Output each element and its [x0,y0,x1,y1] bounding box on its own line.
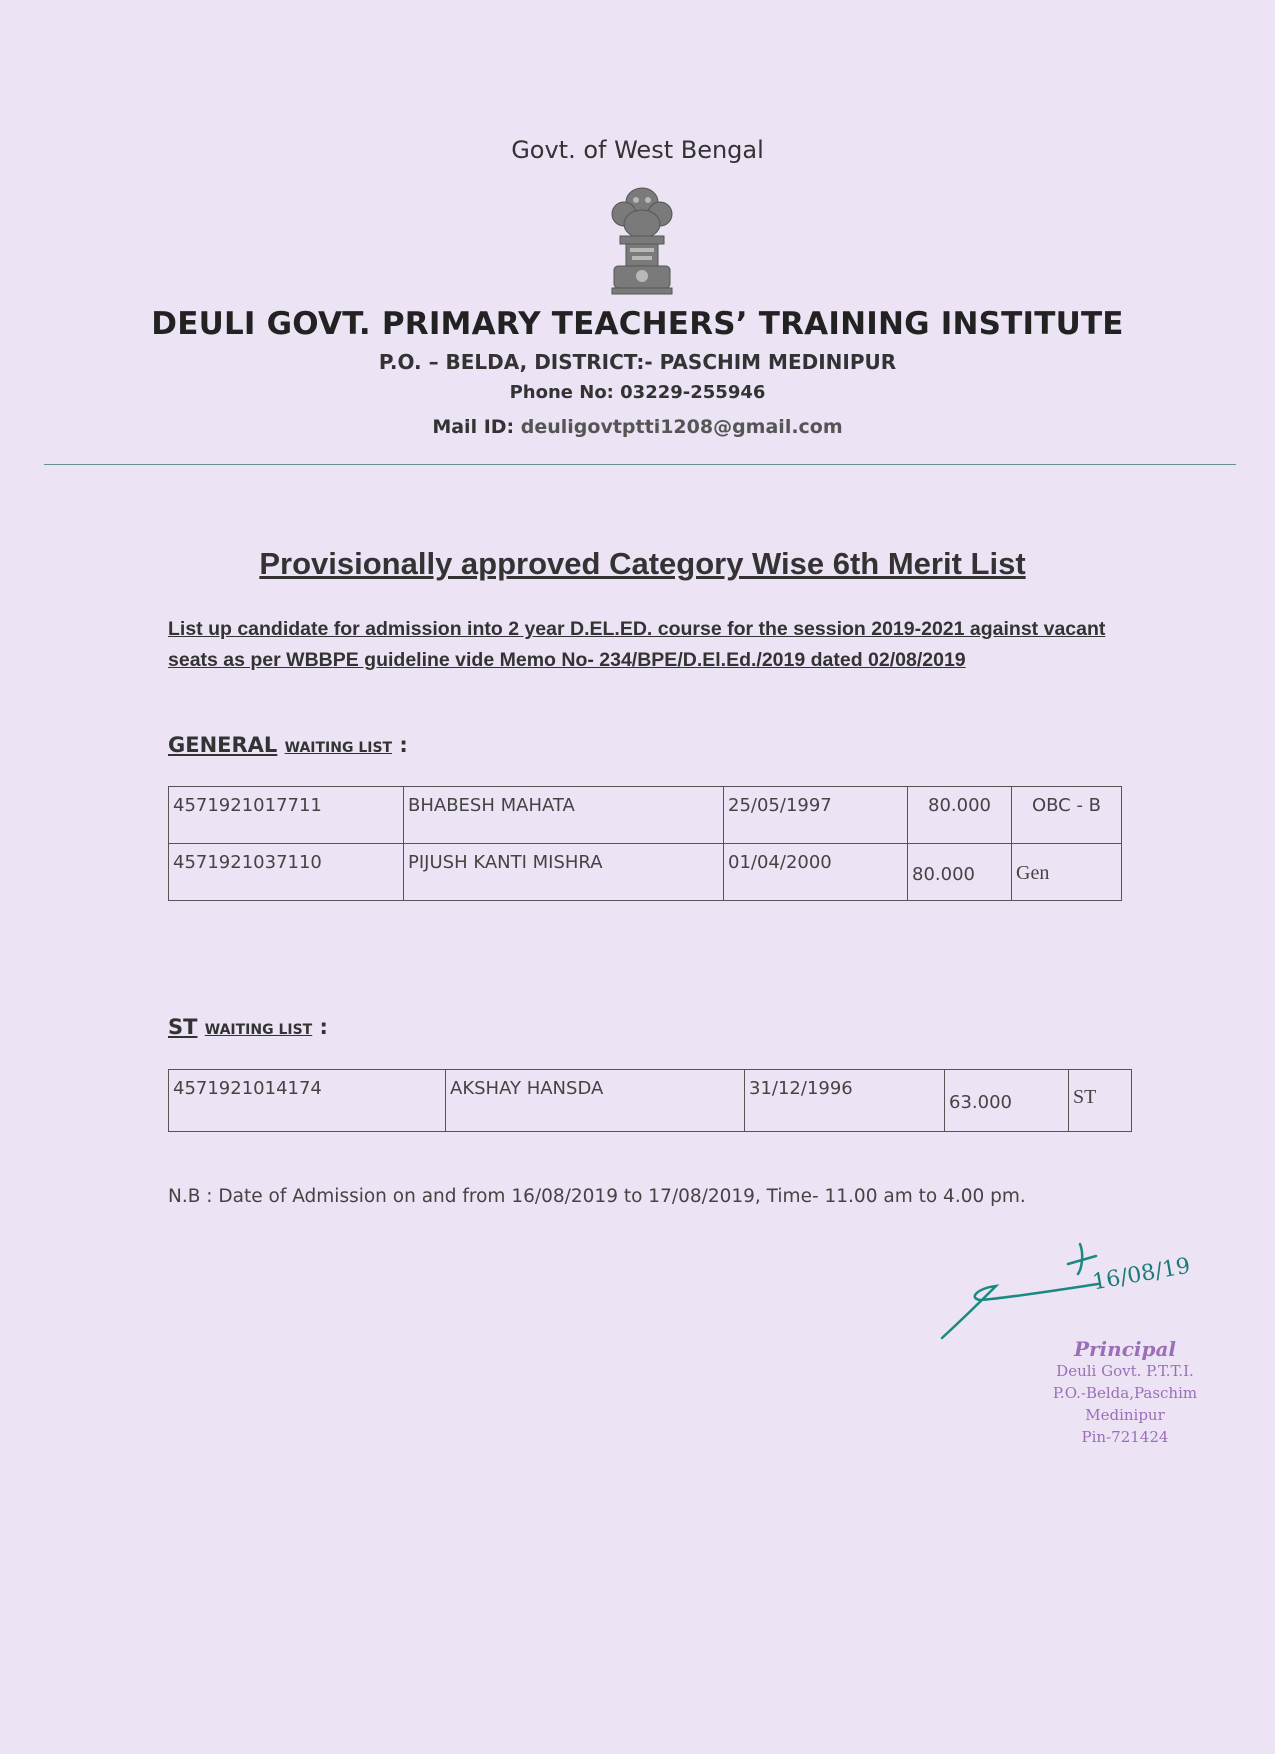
govt-heading: Govt. of West Bengal [511,136,764,164]
institute-address: P.O. – BELDA, DISTRICT:- PASCHIM MEDINIPUR [378,350,897,374]
general-label-colon: : [392,733,408,757]
page-subtitle: List up candidate for admission into 2 year D.EL.ED. course for the session 2019-2021 against vacant seats as per WBBPE guideline vide Memo No- 234/BPE/D.El.Ed./2019 dated 02/08/2019 [168,618,1106,671]
stamp-title: Principal [1073,1337,1177,1361]
mail-value: deuligovtptti1208@gmail.com [520,416,843,438]
mail-label: Mail ID: [432,416,515,438]
candidate-category: ST [1069,1070,1132,1132]
candidate-dob: 31/12/1996 [745,1070,945,1132]
general-waiting-list-label [168,733,408,757]
candidate-name: BHABESH MAHATA [404,787,724,844]
stamp-line: P.O.-Belda,Paschim Medinipur [1052,1384,1198,1424]
st-waiting-list-label [168,1015,328,1039]
general-label-small: WAITING LIST [284,740,393,756]
table-row [169,844,1122,901]
st-waiting-table [168,1069,1132,1132]
principal-stamp [1020,1338,1230,1448]
signature-date: 16/08/19 [1090,1253,1193,1296]
candidate-category: Gen [1012,844,1122,901]
page-title: Provisionally approved Category Wise 6th Merit List [259,546,1026,581]
candidate-dob: 25/05/1997 [724,787,908,844]
general-label-main: GENERAL [168,733,278,757]
institute-phone: Phone No: 03229-255946 [509,382,766,403]
candidate-name: AKSHAY HANSDA [446,1070,745,1132]
stamp-line: Pin-721424 [1081,1428,1169,1446]
state-emblem-icon [602,180,682,298]
table-row [169,1070,1132,1132]
st-label-colon: : [312,1015,328,1039]
candidate-marks: 80.000 [908,844,1012,901]
header-divider [44,464,1236,465]
admission-note: N.B : Date of Admission on and from 16/08/2019 to 17/08/2019, Time- 11.00 am to 4.00 pm. [168,1186,1026,1207]
candidate-marks: 63.000 [945,1070,1069,1132]
candidate-id: 4571921037110 [169,844,404,901]
stamp-line: Deuli Govt. P.T.T.I. [1056,1362,1194,1380]
st-label-main: ST [168,1015,198,1039]
institute-mail [0,416,1275,438]
candidate-dob: 01/04/2000 [724,844,908,901]
candidate-id: 4571921014174 [169,1070,446,1132]
general-waiting-table [168,786,1122,901]
candidate-name: PIJUSH KANTI MISHRA [404,844,724,901]
candidate-id: 4571921017711 [169,787,404,844]
candidate-marks: 80.000 [908,787,1012,844]
institute-name: DEULI GOVT. PRIMARY TEACHERS’ TRAINING INSTITUTE [151,306,1124,342]
st-label-small: WAITING LIST [204,1022,313,1038]
candidate-category: OBC - B [1012,787,1122,844]
table-row [169,787,1122,844]
